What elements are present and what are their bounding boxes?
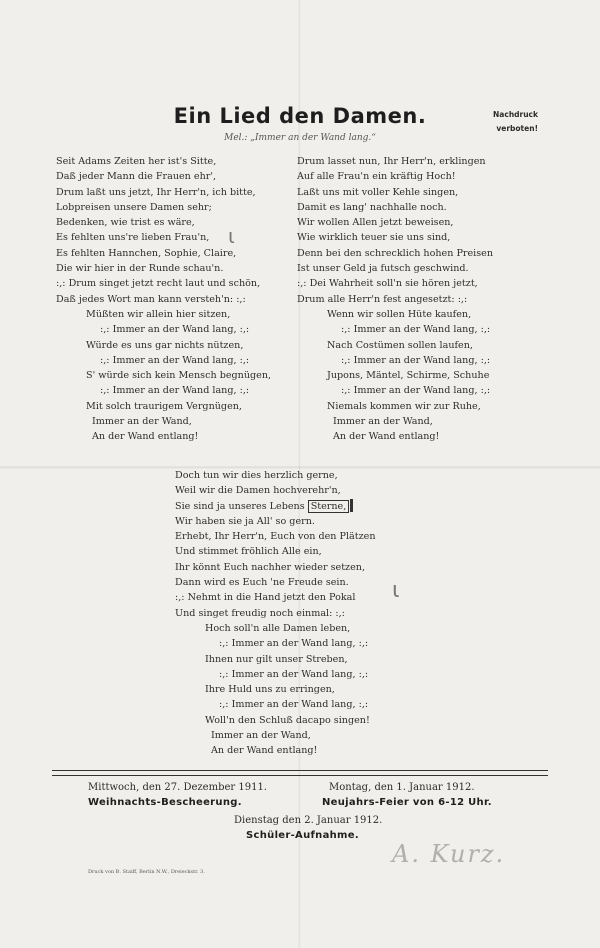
chorus-refrain: :,: Immer an der Wand lang, :,: — [219, 638, 369, 650]
melody-note: Mel.: „Immer an der Wand lang.“ — [224, 133, 376, 143]
handwritten-signature: A. Kurz. — [392, 840, 506, 868]
printer-imprint: Druck von B. Staiff, Berlin N.W., Dreieckstr. 3. — [88, 869, 205, 875]
chorus-closing: Immer an der Wand, — [92, 416, 192, 428]
verse-line: Daß jeder Mann die Frauen ehr', — [56, 171, 217, 183]
reprint-notice-line1: Nachdruck — [493, 110, 538, 119]
reprint-notice-line2: verboten! — [496, 124, 538, 133]
chorus-line: S' würde sich kein Mensch begnügen, — [86, 370, 272, 382]
verse-line: Die wir hier in der Runde schau'n. — [56, 263, 224, 275]
verse-line: Ist unser Geld ja futsch geschwind. — [297, 263, 469, 275]
verse-line: Dann wird es Euch 'ne Freude sein. — [175, 577, 349, 589]
event-date-left: Mittwoch, den 27. Dezember 1911. — [88, 782, 267, 793]
chorus-line: Mit solch traurigem Vergnügen, — [86, 400, 242, 412]
verse-bottom-column — [175, 468, 376, 759]
verse-line: Und singet freudig noch einmal: :,: — [175, 607, 345, 619]
verse-line: :,: Drum singet jetzt recht laut und schön, — [56, 278, 261, 290]
verse-line: Wir wollen Allen jetzt beweisen, — [297, 217, 454, 229]
verse-line: Denn bei den schrecklich hohen Preisen — [297, 247, 494, 259]
verse-line: Laßt uns mit voller Kehle singen, — [297, 186, 459, 198]
chorus-line: Ihnen nur gilt unser Streben, — [205, 653, 348, 665]
chorus-line: Wenn wir sollen Hüte kaufen, — [327, 308, 472, 320]
event-title-right: Neujahrs-Feier von 6-12 Uhr. — [322, 797, 492, 808]
chorus-closing: An der Wand entlang! — [211, 745, 318, 757]
verse-line: Und stimmet fröhlich Alle ein, — [175, 546, 322, 558]
verse-line: Es fehlten Hannchen, Sophie, Claire, — [56, 247, 237, 259]
verse-line: Daß jedes Wort man kann versteh'n: :,: — [56, 293, 246, 305]
chorus-refrain: :,: Immer an der Wand lang, :,: — [100, 385, 250, 397]
verse-line: Wie wirklich teuer sie uns sind, — [297, 232, 451, 244]
song-title: Ein Lied den Damen. — [173, 104, 427, 128]
verse-line: Es fehlten uns're lieben Frau'n, — [56, 232, 210, 244]
verse-line: Bedenken, wie trist es wäre, — [56, 217, 195, 229]
chorus-line: Woll'n den Schluß dacapo singen! — [205, 714, 370, 726]
event-title-left: Weihnachts-Bescheerung. — [88, 797, 242, 808]
chorus-line: Ihre Huld uns zu erringen, — [205, 684, 335, 696]
chorus-closing: An der Wand entlang! — [333, 431, 440, 443]
chorus-closing: An der Wand entlang! — [92, 431, 199, 443]
event-title-center: Schüler-Aufnahme. — [246, 830, 359, 841]
verse-line: Drum laßt uns jetzt, Ihr Herr'n, ich bitte, — [56, 186, 256, 198]
reprint-notice — [478, 108, 538, 136]
verse-line: Weil wir die Damen hochverehr'n, — [175, 485, 341, 497]
chorus-refrain: :,: Immer an der Wand lang, :,: — [100, 324, 250, 336]
chorus-line: Niemals kommen wir zur Ruhe, — [327, 400, 481, 412]
chorus-refrain: :,: Immer an der Wand lang, :,: — [341, 324, 491, 336]
chorus-refrain: :,: Immer an der Wand lang, :,: — [341, 385, 491, 397]
chorus-closing: Immer an der Wand, — [211, 730, 311, 742]
highlighted-word: Sterne, — [308, 500, 350, 513]
verse-line: Wir haben sie ja All' so gern. — [175, 515, 315, 527]
pencil-mark-2: ɩ — [392, 578, 400, 603]
verse-line-text: Sie sind ja unseres Lebens — [175, 500, 308, 512]
verse-left-column — [56, 154, 271, 445]
chorus-refrain: :,: Immer an der Wand lang, :,: — [341, 354, 491, 366]
verse-line: Erhebt, Ihr Herr'n, Euch von den Plätzen — [175, 531, 376, 543]
verse-line: Damit es lang' nachhalle noch. — [297, 201, 447, 213]
verse-line: Drum alle Herr'n fest angesetzt: :,: — [297, 293, 468, 305]
verse-line: Doch tun wir dies herzlich gerne, — [175, 470, 338, 481]
verse-line — [175, 499, 376, 514]
chorus-line: Nach Costümen sollen laufen, — [327, 339, 473, 351]
verse-line: Auf alle Frau'n ein kräftig Hoch! — [297, 171, 456, 183]
verse-line: Seit Adams Zeiten her ist's Sitte, — [56, 156, 217, 167]
chorus-line: Hoch soll'n alle Damen leben, — [205, 622, 351, 634]
verse-line: :,: Nehmt in die Hand jetzt den Pokal — [175, 592, 356, 604]
verse-line: Drum lasset nun, Ihr Herr'n, erklingen — [297, 156, 486, 167]
pencil-mark-2: ɩ — [228, 224, 235, 248]
verse-line: Lobpreisen unsere Damen sehr; — [56, 201, 212, 213]
verse-line: :,: Dei Wahrheit soll'n sie hören jetzt, — [297, 278, 478, 290]
chorus-refrain: :,: Immer an der Wand lang, :,: — [219, 668, 369, 680]
chorus-closing: Immer an der Wand, — [333, 416, 433, 428]
chorus-line: Würde es uns gar nichts nützen, — [86, 339, 244, 351]
chorus-refrain: :,: Immer an der Wand lang, :,: — [219, 699, 369, 711]
verse-line: Ihr könnt Euch nachher wieder setzen, — [175, 561, 366, 573]
footer-divider — [52, 770, 548, 776]
chorus-line: Jupons, Mäntel, Schirme, Schuhe — [327, 370, 490, 382]
event-date-right: Montag, den 1. Januar 1912. — [329, 782, 475, 793]
verse-right-column — [297, 154, 493, 445]
event-date-center: Dienstag den 2. Januar 1912. — [234, 815, 383, 826]
chorus-refrain: :,: Immer an der Wand lang, :,: — [100, 354, 250, 366]
chorus-line: Müßten wir allein hier sitzen, — [86, 308, 231, 320]
